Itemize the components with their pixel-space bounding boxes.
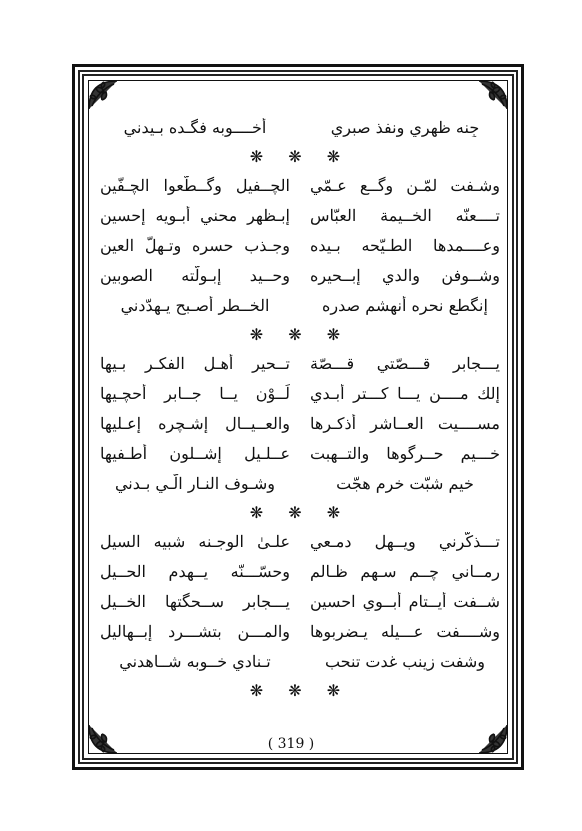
verse-hemistich-right: تــــعنّه الخــيمة العبّاس [310,205,500,225]
verse-hemistich-right: إلك مــــن يـــا كـــتر أبـدي [310,383,500,403]
stanza-separator: ❋ ❋ ❋ [249,146,351,166]
verse-line [100,260,500,290]
verse-hemistich-right: وشـفت لمّـن وگــع عـمّي [310,175,500,195]
verse-hemistich-right: وعــــمدها الطـيّحه بـيده [310,235,500,255]
stanza-separator: ❋ ❋ ❋ [249,502,351,522]
verse-hemistich-left: الچــفيل وگــطّعوا الچـفّين [100,175,290,195]
verse-hemistich-left: الخــطر أصـبح يـهدّدني [120,295,270,315]
verse-hemistich-left: وحــيد إبـولّته الصوبين [100,265,290,285]
verse-hemistich-left: عــلـيل إشــلون أطـفيها [100,443,290,463]
stanza-separator: ❋ ❋ ❋ [249,680,351,700]
verse-hemistich-left: إبـظهر محني أبـويه إحسين [100,205,290,225]
verse-line [100,378,500,408]
verse-hemistich-right: تـــذكّرني ويــهل دمـعي [310,531,500,551]
verse-line [100,170,500,200]
verse-hemistich-right: خيم شبّت خرم هجّت [336,473,474,493]
verse-line [100,112,500,142]
verse-line [100,230,500,260]
verse-hemistich-left: تـنادي خــوبه شــاهدني [119,651,271,671]
verse-hemistich-left: أخــــوبه فگـده بـيدني [123,117,267,137]
verse-hemistich-right: وشفت زينب غدت تنحب [324,651,486,671]
verse-hemistich-right: جِنه ظهري ونفذ صبري [330,117,480,137]
verse-hemistich-right: شــفت أيــتام أبــوي احسين [310,591,500,611]
stanza-separator: ❋ ❋ ❋ [249,324,351,344]
verse-hemistich-left: والمـــن بتشـــرد إبــهاليل [100,621,290,641]
corner-ornament-icon [476,78,510,112]
verse-line [100,526,500,556]
verse-hemistich-left: وشـوف النـار الّـي بـدني [114,473,276,493]
verse-hemistich-right: خـــيم حــرگوها والتــهبت [310,443,500,463]
verse-line [100,586,500,616]
verse-line [100,438,500,468]
verse-line [100,290,500,320]
verse-hemistich-left: لَــوْن يــا جــابر أحچـيها [100,383,290,403]
verse-line [100,556,500,586]
verse-line [100,408,500,438]
verse-hemistich-left: تــحير أهـل الفكـر بـيها [100,353,290,373]
verse-hemistich-left: يـــجابر ســحگتها الخــيل [100,591,290,611]
verse-hemistich-left: علـىٰ الوجـنه شبيه السيل [100,531,290,551]
verse-line [100,200,500,230]
verse-hemistich-right: رمــاني چــم سـهم ظـالم [310,561,500,581]
verse-hemistich-right: وشــــفت عـــيله يـضربوها [310,621,500,641]
verse-hemistich-right: يـــجابر قـــصّتي قـــصّة [310,353,500,373]
verse-hemistich-right: إنگطع نحره أنهشم صدره [322,295,488,315]
verse-hemistich-right: مســــيت العــاشر أذكـرها [310,413,500,433]
page-number: ( 319 ) [267,736,315,752]
verse-line [100,348,500,378]
verse-line [100,646,500,676]
verse-hemistich-left: وحسّـــنّه يــهدم الحــيل [100,561,290,581]
corner-ornament-icon [86,78,120,112]
verse-line [100,468,500,498]
poem-body [100,112,500,704]
verse-hemistich-left: وجـذب حسره وتـهلّ العين [100,235,290,255]
verse-hemistich-left: والعــيــال إشـچره إعـليها [100,413,290,433]
verse-hemistich-right: وشــوفن والدي إبــحيره [310,265,500,285]
verse-line [100,616,500,646]
